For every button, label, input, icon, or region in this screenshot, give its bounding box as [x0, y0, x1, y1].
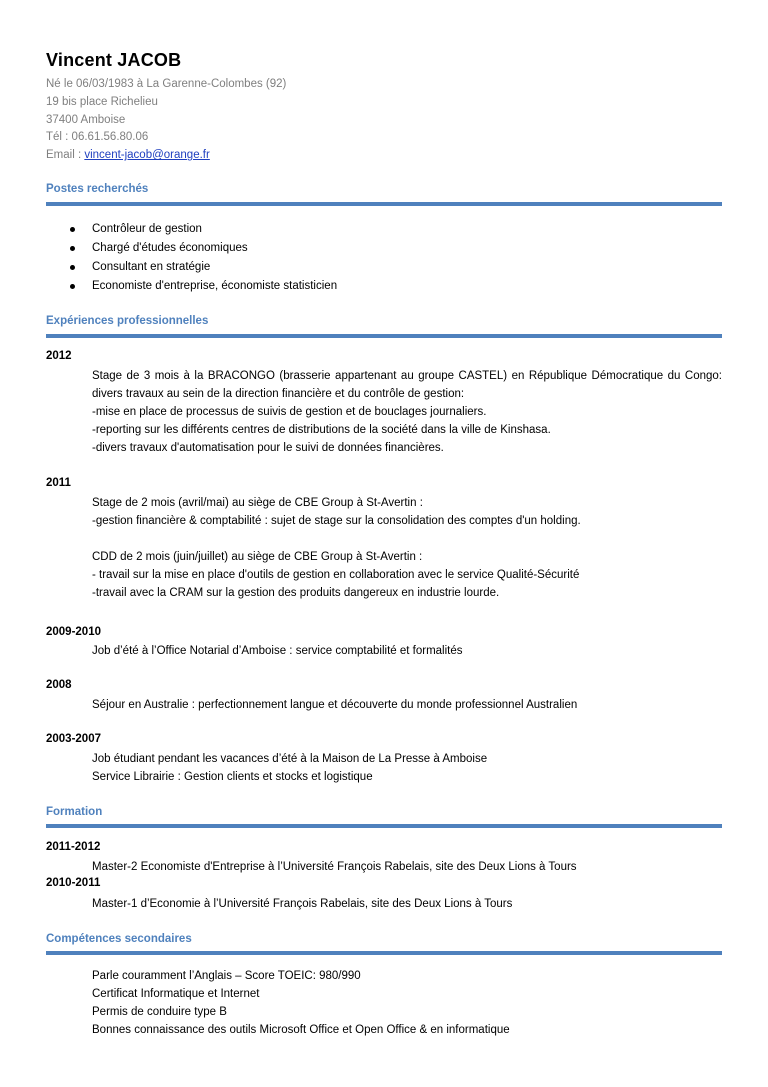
experience-line: Job étudiant pendant les vacances d’été à la Maison de La Presse à Amboise — [92, 753, 488, 765]
experience-line: -mise en place de processus de suivis de gestion et de bouclages journaliers. — [92, 406, 487, 418]
section-rule — [46, 951, 722, 955]
list-item: Certificat Informatique et Internet — [92, 988, 260, 1000]
year-label: 2009-2010 — [46, 626, 101, 638]
formation-text: Master-1 d’Economie à l’Université François Rabelais, site des Deux Lions à Tours — [92, 898, 513, 910]
experience-line: CDD de 2 mois (juin/juillet) au siège de CBE Group à St-Avertin : — [92, 551, 423, 563]
list-item: Chargé d'études économiques — [46, 239, 337, 258]
list-item: Economiste d'entreprise, économiste statisticien — [46, 277, 337, 296]
address-line-1: 19 bis place Richelieu — [46, 95, 158, 108]
birth-info: Né le 06/03/1983 à La Garenne-Colombes (92) — [46, 78, 287, 90]
experience-line: Séjour en Australie : perfectionnement langue et découverte du monde professionnel Australien — [92, 699, 578, 711]
year-label: 2011-2012 — [46, 841, 101, 853]
experience-line: Job d’été à l’Office Notarial d’Amboise : service comptabilité et formalités — [92, 645, 463, 657]
contact-block — [46, 76, 286, 165]
section-rule — [46, 824, 722, 828]
experience-line: Service Librairie : Gestion clients et stocks et logistique — [92, 771, 373, 783]
section-title-postes: Postes recherchés — [46, 183, 149, 195]
section-rule — [46, 334, 722, 338]
experience-2011 — [92, 494, 722, 602]
year-label: 2010-2011 — [46, 877, 101, 889]
experience-line: -gestion financière & comptabilité : sujet de stage sur la consolidation des comptes d'un holding. — [92, 515, 581, 527]
email-row — [46, 147, 286, 165]
phone-number: Tél : 06.61.56.80.06 — [46, 131, 149, 144]
section-rule — [46, 202, 722, 206]
experience-line: -travail avec la CRAM sur la gestion des produits dangereux en industrie lourde. — [92, 587, 500, 599]
section-title-experiences: Expériences professionnelles — [46, 315, 209, 327]
experience-2009 — [92, 642, 722, 660]
candidate-name: Vincent JACOB — [46, 50, 182, 70]
formation-item — [92, 895, 722, 913]
list-item: Consultant en stratégie — [46, 258, 337, 277]
experience-line: - travail sur la mise en place d'outils de gestion en collaboration avec le service Qualité-Sécurité — [92, 569, 580, 581]
list-item: Permis de conduire type B — [92, 1006, 227, 1018]
experience-2003 — [92, 750, 722, 786]
year-label: 2008 — [46, 679, 72, 691]
formation-item — [92, 858, 722, 876]
formation-text: Master-2 Economiste d'Entreprise à l’Université François Rabelais, site des Deux Lions à Tours — [92, 861, 577, 873]
section-title-formation: Formation — [46, 806, 103, 818]
experience-paragraph: Stage de 3 mois à la BRACONGO (brasserie appartenant au groupe CASTEL) en République Démocratique du Congo: divers travaux au sein de la direction financière et du contrôle de gestion: — [92, 370, 722, 400]
experience-line: -reporting sur les différents centres de distributions de la société dans la ville de Kinshasa. — [92, 424, 551, 436]
experience-2012 — [92, 367, 722, 457]
address-line-2: 37400 Amboise — [46, 113, 126, 126]
experience-line: -divers travaux d'automatisation pour le suivi de données financières. — [92, 442, 444, 454]
year-label: 2003-2007 — [46, 733, 101, 745]
year-label: 2012 — [46, 350, 72, 362]
email-link[interactable]: vincent-jacob@orange.fr — [84, 149, 210, 162]
list-item: Parle couramment l’Anglais – Score TOEIC: 980/990 — [92, 970, 361, 982]
experience-line: Stage de 2 mois (avril/mai) au siège de CBE Group à St-Avertin : — [92, 497, 423, 509]
section-title-competences: Compétences secondaires — [46, 933, 192, 945]
email-label: Email : — [46, 149, 85, 162]
year-label: 2011 — [46, 477, 71, 489]
list-item: Contrôleur de gestion — [46, 220, 337, 239]
competences-list — [92, 967, 722, 1039]
experience-2008 — [92, 696, 722, 714]
list-item: Bonnes connaissance des outils Microsoft Office et Open Office & en informatique — [92, 1024, 510, 1036]
postes-list — [46, 220, 337, 296]
